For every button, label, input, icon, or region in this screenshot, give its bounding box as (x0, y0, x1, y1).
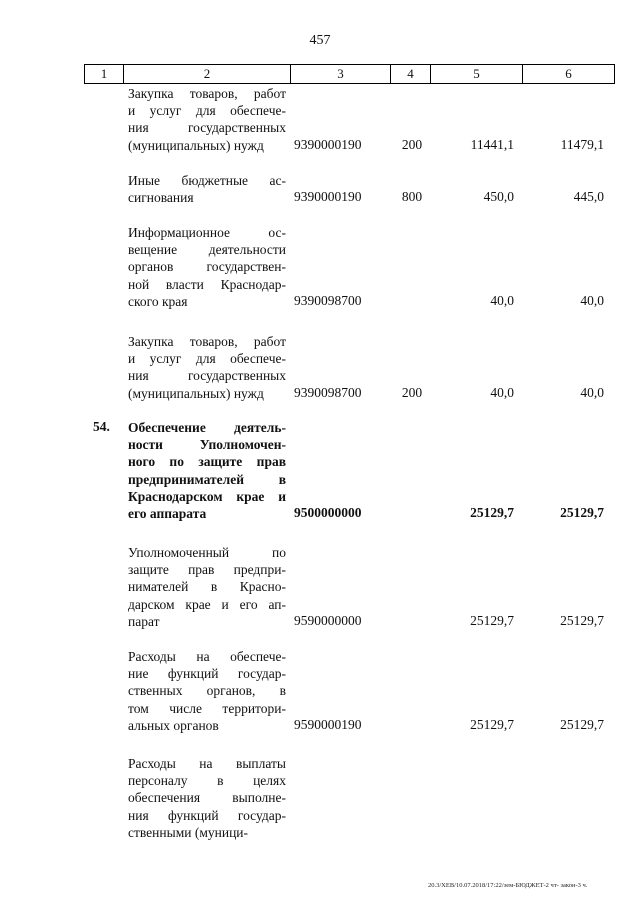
row-value-2019: 40,0 (490, 384, 514, 400)
description-line: сигнования (128, 190, 194, 206)
description-line: Обеспечение деятель- (128, 420, 286, 435)
row-description (128, 172, 286, 206)
row-value-2019: 25129,7 (470, 716, 514, 732)
description-line: ния государственных (128, 120, 286, 136)
description-line: ственными (муници- (128, 824, 249, 840)
description-line: ной власти Краснодар- (128, 276, 286, 292)
description-line: Расходы на выплаты (128, 756, 286, 771)
row-value-2019: 450,0 (483, 189, 514, 205)
row-description (128, 85, 286, 154)
row-value-2020: 25129,7 (560, 505, 604, 520)
header-col-4: 4 (391, 65, 431, 83)
description-line: органов государствен- (128, 259, 286, 275)
row-value-2020: 25129,7 (560, 716, 604, 732)
description-line: ния государственных (128, 368, 286, 384)
description-line: Краснодарском крае и (128, 488, 286, 504)
row-value-2019: 25129,7 (470, 612, 514, 628)
table-header (84, 64, 615, 84)
row-description (128, 333, 286, 402)
description-line: Закупка товаров, работ (128, 334, 286, 349)
header-col-2: 2 (124, 65, 291, 83)
row-expense-type: 200 (401, 384, 423, 400)
description-line: парат (128, 613, 160, 629)
row-description (128, 224, 286, 310)
row-value-2020: 40,0 (580, 384, 604, 400)
header-col-5: 5 (431, 65, 523, 83)
row-code: 9590000190 (294, 716, 362, 732)
description-line: (муниципальных) нужд (128, 385, 264, 401)
description-line: предпринимателей в (128, 471, 286, 487)
header-col-6: 6 (523, 65, 615, 83)
description-line: том числе территори- (128, 700, 286, 716)
description-line: Информационное ос- (128, 225, 286, 240)
row-code: 9390000190 (294, 189, 362, 205)
row-description (128, 755, 286, 841)
description-line: ского края (128, 293, 188, 309)
row-code: 9500000000 (294, 505, 362, 520)
description-line: обеспечения выполне- (128, 790, 286, 806)
description-line: дарском крае и его ап- (128, 596, 286, 612)
row-code: 9390098700 (294, 384, 362, 400)
row-expense-type: 200 (401, 136, 423, 152)
description-line: Закупка товаров, работ (128, 86, 286, 101)
row-code: 9590000000 (294, 612, 362, 628)
description-line: альных органов (128, 717, 219, 733)
row-description (128, 648, 286, 734)
row-value-2020: 25129,7 (560, 612, 604, 628)
description-line: нимателей в Красно- (128, 579, 286, 595)
row-code: 9390000190 (294, 136, 362, 152)
description-line: персоналу в целях (128, 773, 286, 789)
description-line: ния функций государ- (128, 807, 286, 823)
row-value-2020: 40,0 (580, 292, 604, 308)
description-line: ного по защите прав (128, 454, 286, 470)
page-number: 457 (309, 33, 331, 48)
description-line: (муниципальных) нужд (128, 137, 264, 153)
description-line: ности Уполномочен- (128, 437, 286, 453)
row-value-2020: 11479,1 (560, 136, 604, 152)
header-col-1: 1 (85, 65, 124, 83)
row-number: 54. (93, 419, 110, 434)
description-line: Иные бюджетные ас- (128, 173, 286, 188)
description-line: ние функций государ- (128, 666, 286, 682)
description-line: защите прав предпри- (128, 562, 286, 578)
row-value-2019: 25129,7 (470, 505, 514, 520)
description-line: и услуг для обеспече- (128, 351, 286, 367)
description-line: Расходы на обеспече- (128, 649, 286, 664)
row-value-2019: 11441,1 (470, 136, 514, 152)
row-value-2019: 40,0 (490, 292, 514, 308)
description-line: его аппарата (128, 506, 207, 522)
row-description (128, 544, 286, 630)
row-description (128, 419, 286, 522)
description-line: Уполномоченный по (128, 545, 286, 560)
description-line: вещение деятельности (128, 242, 286, 258)
row-value-2020: 445,0 (573, 189, 604, 205)
row-code: 9390098700 (294, 292, 362, 308)
row-expense-type: 800 (401, 189, 423, 205)
footer-stamp: 20.3/XEB/10.07.2018/17:22/зем-БЮДЖЕТ-2 чт- закон-3 ч. (428, 882, 588, 889)
description-line: и услуг для обеспече- (128, 103, 286, 119)
header-col-3: 3 (291, 65, 391, 83)
description-line: ственных органов, в (128, 683, 286, 699)
